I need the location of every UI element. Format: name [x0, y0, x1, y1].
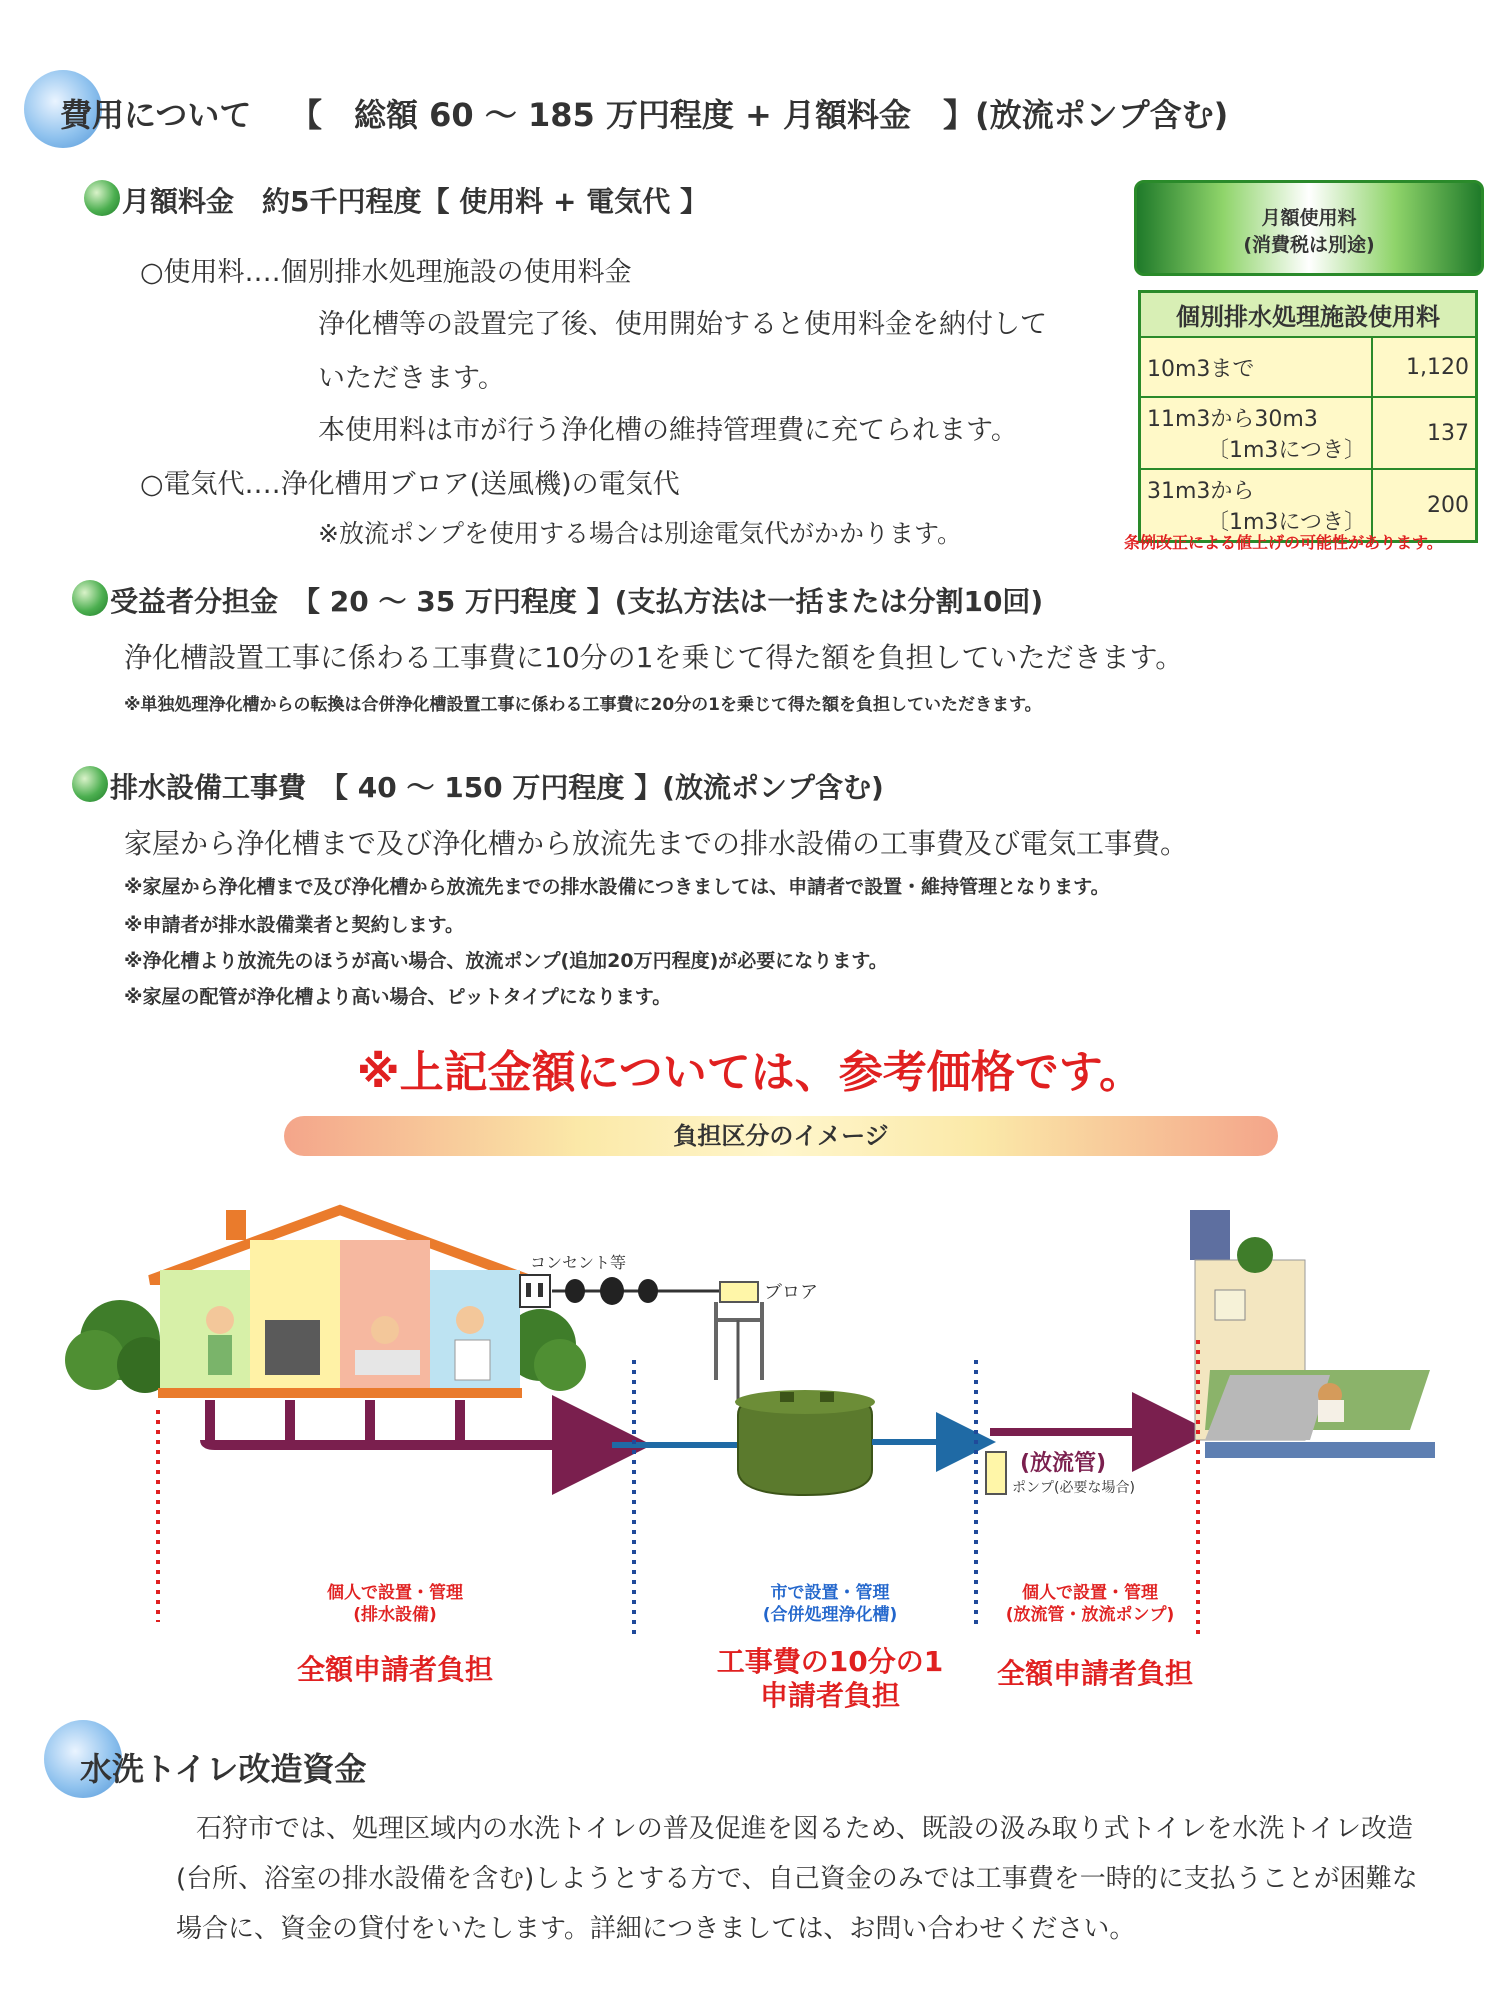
- beneficiary-note: ※単独処理浄化槽からの転換は合併浄化槽設置工事に係わる工事費に20分の1を乗じて得た額を負担していただきます。: [124, 695, 1042, 715]
- power-note: ※放流ポンプを使用する場合は別途電気代がかかります。: [318, 519, 962, 548]
- fee-box-title-line2: (消費税は別途): [1243, 234, 1375, 256]
- bullet-orb-icon: [72, 766, 108, 802]
- bullet-orb-icon: [72, 580, 108, 616]
- reference-note: ※上記金額については、参考価格です。: [356, 1047, 1144, 1098]
- usage-line: ○使用料‥‥個別排水処理施設の使用料金: [140, 257, 632, 288]
- drainage-text: 家屋から浄化槽まで及び浄化槽から放流先までの排水設備の工事費及び電気工事費。: [124, 827, 1189, 860]
- fee-row-label: 31m3から 〔1m3につき〕: [1140, 469, 1373, 542]
- discharge-label: (放流管): [1020, 1451, 1107, 1476]
- toilet-line-2: (台所、浴室の排水設備を含む)しようとする方で、自己資金のみでは工事費を一時的に支払うことが困難な: [176, 1864, 1418, 1894]
- toilet-line-3: 場合に、資金の貸付をいたします。詳細につきましては、お問い合わせください。: [176, 1914, 1136, 1944]
- zone3-line2: (放流管・放流ポンプ): [1005, 1605, 1175, 1625]
- zone1-line1: 個人で設置・管理: [327, 1583, 463, 1603]
- fee-table-header: 個別排水処理施設使用料: [1140, 292, 1477, 338]
- cost-title: 費用について: [60, 96, 252, 134]
- zone2-burden-1: 工事費の10分の1: [716, 1645, 944, 1678]
- monthly-heading: 月額料金 約5千円程度【 使用料 + 電気代 】: [122, 185, 708, 218]
- usage-detail-3: 本使用料は市が行う浄化槽の維持管理費に充てられます。: [318, 415, 1018, 446]
- zone1-line2: (排水設備): [353, 1605, 437, 1625]
- zone3-burden: 全額申請者負担: [996, 1657, 1193, 1690]
- fee-row-value: 1,120: [1372, 337, 1477, 397]
- pump-label: ポンプ(必要な場合): [1012, 1480, 1135, 1496]
- usage-detail-2: いただきます。: [318, 363, 505, 394]
- usage-detail-1: 浄化槽等の設置完了後、使用開始すると使用料金を納付して: [318, 309, 1047, 340]
- diagram-banner: 負担区分のイメージ: [284, 1116, 1278, 1156]
- street-scene-icon: [1190, 1210, 1435, 1458]
- drainage-note: ※浄化槽より放流先のほうが高い場合、放流ポンプ(追加20万円程度)が必要になります。: [124, 950, 888, 972]
- outlet-icon: [520, 1275, 550, 1307]
- fee-row-label: 10m3まで: [1140, 337, 1373, 397]
- zone2-burden-2: 申請者負担: [759, 1679, 900, 1712]
- zone2-line2: (合併処理浄化槽): [762, 1605, 898, 1625]
- blower-label: ブロア: [764, 1282, 818, 1303]
- drainage-note: ※家屋の配管が浄化槽より高い場合、ピットタイプになります。: [124, 986, 672, 1008]
- power-line: ○電気代‥‥浄化槽用ブロア(送風機)の電気代: [140, 469, 680, 500]
- fee-box-title-line1: 月額使用料: [1261, 207, 1357, 229]
- fee-row-value: 137: [1372, 397, 1477, 469]
- outlet-label: コンセント等: [530, 1253, 627, 1272]
- cost-summary: 【 総額 60 ～ 185 万円程度 + 月額料金 】(放流ポンプ含む): [290, 96, 1229, 134]
- bullet-orb-icon: [84, 180, 120, 216]
- fee-table: [1138, 290, 1478, 543]
- toilet-line-1: 石狩市では、処理区域内の水洗トイレの普及促進を図るため、既設の汲み取り式トイレを水洗トイレ改造: [196, 1814, 1414, 1844]
- beneficiary-heading: 受益者分担金 【 20 ～ 35 万円程度 】(支払方法は一括または分割10回): [110, 585, 1044, 618]
- pump-icon: [986, 1452, 1006, 1494]
- toilet-title: 水洗トイレ改造資金: [80, 1750, 367, 1788]
- drainage-heading: 排水設備工事費 【 40 ～ 150 万円程度 】(放流ポンプ含む): [110, 771, 884, 804]
- tree-icon: [65, 1300, 173, 1393]
- fee-box-title: [1134, 180, 1484, 276]
- fee-note: 条例改正による値上げの可能性があります。: [1124, 533, 1443, 552]
- septic-tank-icon: [735, 1390, 875, 1495]
- zone3-line1: 個人で設置・管理: [1022, 1583, 1158, 1603]
- drainage-note: ※家屋から浄化槽まで及び浄化槽から放流先までの排水設備につきましては、申請者で設置・維持管理となります。: [124, 876, 1110, 898]
- house-icon: [150, 1210, 530, 1398]
- zone2-line1: 市で設置・管理: [770, 1583, 890, 1603]
- drainage-note: ※申請者が排水設備業者と契約します。: [124, 914, 464, 936]
- zone1-burden: 全額申請者負担: [296, 1653, 493, 1686]
- beneficiary-text: 浄化槽設置工事に係わる工事費に10分の1を乗じて得た額を負担していただきます。: [124, 641, 1184, 674]
- fee-row-value: 200: [1372, 469, 1477, 542]
- fee-row-label: 11m3から30m3 〔1m3につき〕: [1140, 397, 1373, 469]
